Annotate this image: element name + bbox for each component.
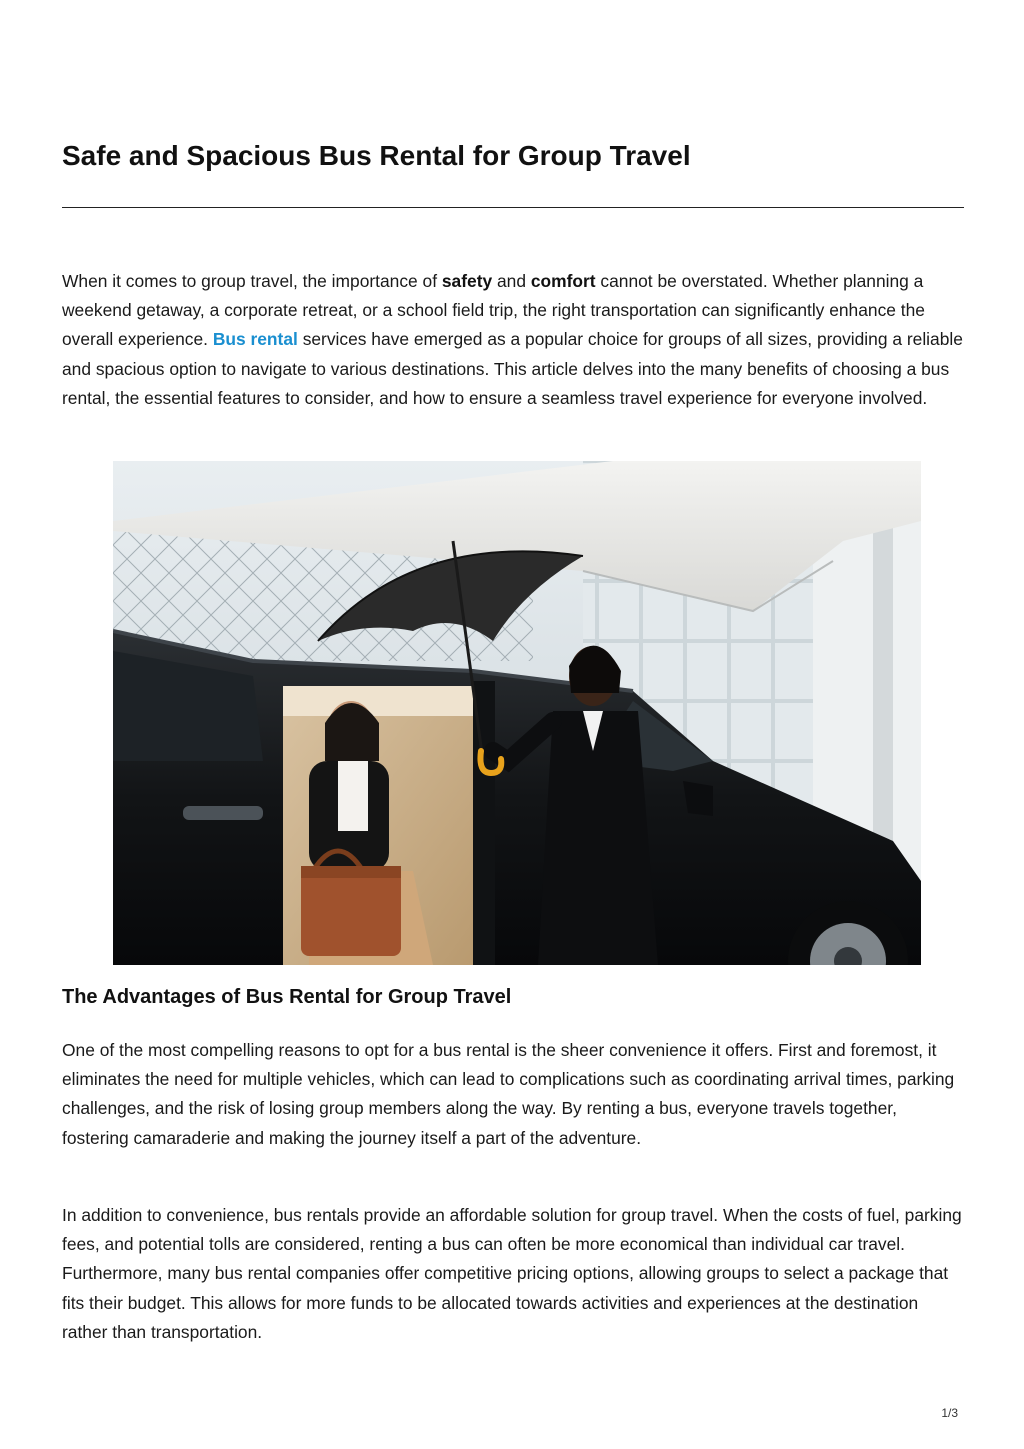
intro-paragraph xyxy=(62,267,964,413)
intro-bold-comfort: comfort xyxy=(530,271,596,291)
bus-rental-link[interactable]: Bus rental xyxy=(212,329,298,350)
advantages-paragraph-2: In addition to convenience, bus rentals provide an affordable solution for group travel. When the costs of fuel, parking fees, and potential tolls are considered, renting a bus can often be more economical than individual car travel. Furthermore, many bus rental companies offer competitive pricing options, allowing groups to select a package that fits their budget. This allows for more funds to be allocated towards activities and experiences at the destination rather than transportation. xyxy=(62,1205,962,1342)
chauffeur-photo-illustration xyxy=(113,461,921,965)
page-title: Safe and Spacious Bus Rental for Group Travel xyxy=(62,140,691,171)
intro-text-4: services have emerged as a popular choice for groups of all sizes, providing a reliable and spacious option to navigate to various destinations. This article delves into the many benefits of choosing a bus rental, the essential features to consider, and how to ensure a seamless travel experience for everyone involved. xyxy=(62,329,963,408)
intro-text-2: and xyxy=(492,271,531,291)
intro-text-1: When it comes to group travel, the importance of xyxy=(62,271,442,291)
page-number: 1/3 xyxy=(941,1406,958,1420)
article-photo xyxy=(113,461,921,965)
section-heading: The Advantages of Bus Rental for Group Travel xyxy=(62,986,512,1008)
intro-text-3: cannot be overstated. Whether planning a weekend getaway, a corporate retreat, or a school field trip, the right transportation can significantly enhance the overall experience. xyxy=(62,271,925,350)
title-divider xyxy=(62,207,964,208)
intro-bold-safety: safety xyxy=(441,271,493,291)
advantages-paragraph-1: One of the most compelling reasons to opt for a bus rental is the sheer convenience it offers. First and foremost, it eliminates the need for multiple vehicles, which can lead to complications such as coordinating arrival times, parking challenges, and the risk of losing group members along the way. By renting a bus, everyone travels together, fostering camaraderie and making the journey itself a part of the adventure. xyxy=(62,1040,955,1148)
